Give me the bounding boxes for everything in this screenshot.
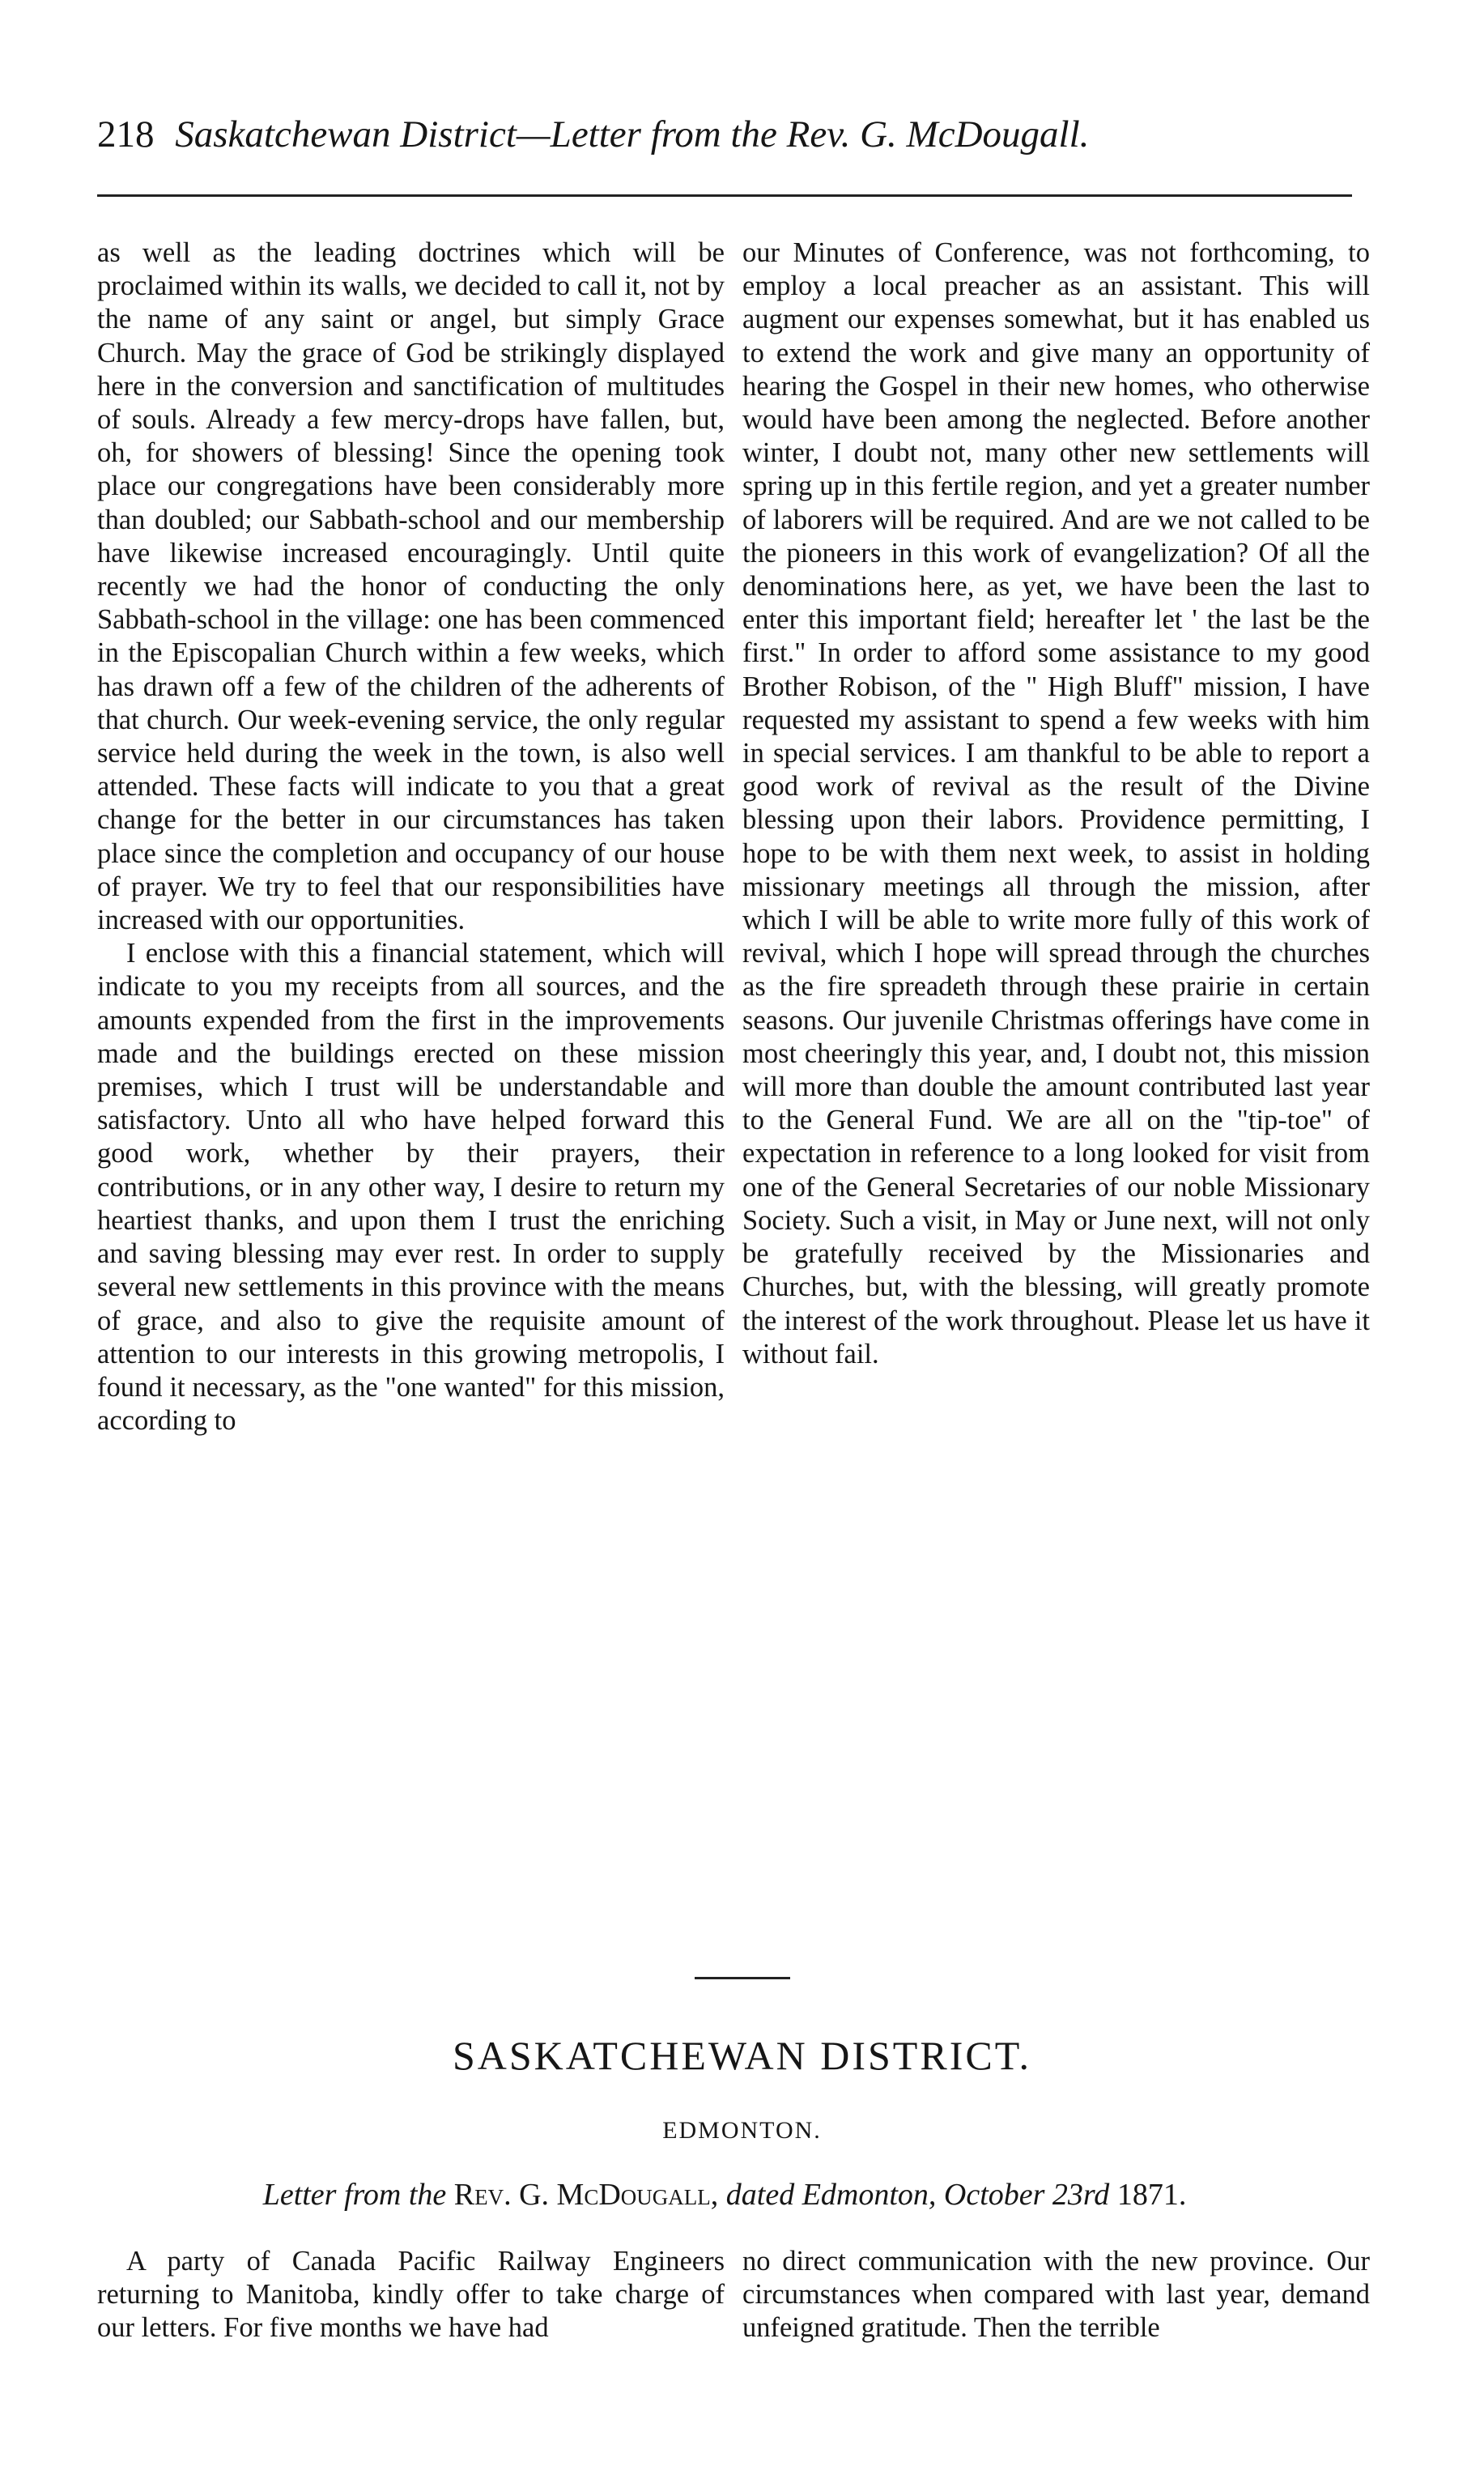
page-header <box>97 112 1352 157</box>
right-column <box>742 236 1370 1371</box>
section-place: EDMONTON. <box>662 2117 822 2144</box>
letter-dateline <box>97 2175 1352 2214</box>
right-paragraph-1: our Minutes of Conference, was not forthcoming, to employ a local preacher as an assistant. This will augment our expenses somewhat, but it has enabled us to extend the work and give many an opportunity of hearing the Gospel in their new homes, who otherwise would have been among the neglected. Before another winter, I doubt not, many other new settlements will spring up in this fertile region, and yet a greater number of laborers will be required. And are we not called to be the pioneers in this work of evangelization? Of all the denominations here, as yet, we have been the last to enter this important field; hereafter let ' the last be the first." In order to afford some assistance to my good Brother Robison, of the " High Bluff" mission, I have requested my assistant to spend a few weeks with him in special services. I am thankful to be able to report a good work of revival as the result of the Divine blessing upon their labors. Providence permitting, I hope to be with them next week, to assist in holding missionary meetings all through the mission, after which I will be able to write more fully of this work of revival, which I hope will spread through the churches as the fire spreadeth through these prairie in certain seasons. Our juvenile Christmas offerings have come in most cheeringly this year, and, I doubt not, this mission will more than double the amount contributed last year to the General Fund. We are all on the "tip-toe" of expectation in reference to a long looked for visit from one of the General Secretaries of our noble Missionary Society. Such a visit, in May or June next, will not only be gratefully received by the Missionaries and Churches, but, with the blessing, will greatly promote the interest of the work throughout. Please let us have it without fail. <box>742 237 1370 1369</box>
section-title: SASKATCHEWAN DISTRICT. <box>452 2033 1032 2078</box>
left-column <box>97 236 725 1438</box>
left-paragraph-2: I enclose with this a financial statement, which will indicate to you my receipts from all sources, and the amounts expended from the first in the improvements made and the buildings erected on these mission premises, which I trust will be understandable and satisfactory. Unto all who have helped forward this good work, whether by their prayers, their contributions, or in any other way, I desire to return my heartiest thanks, and upon them I trust the enriching and saving blessing may ever rest. In order to supply several new settlements in this province with the means of grace, and also to give the requisite amount of attention to our interests in this growing metropolis, I found it necessary, as the "one wanted" for this mission, according to <box>97 938 725 1437</box>
dateline-prefix: Letter from the <box>262 2178 447 2212</box>
bottom-left-paragraph: A party of Canada Pacific Railway Engineers returning to Manitoba, kindly offer to take charge of our letters. For five months we have had <box>97 2246 725 2344</box>
page-number: 218 <box>97 113 155 155</box>
bottom-left-column <box>97 2245 725 2345</box>
left-paragraph-1: as well as the leading doctrines which will be proclaimed within its walls, we decided to call it, not by the name of any saint or angel, but simply Grace Church. May the grace of God be strikingly displayed here in the conversion and sanctification of multitudes of souls. Already a few mercy-drops have fallen, but, oh, for showers of blessing! Since the opening took place our congregations have been considerably more than doubled; our Sabbath-school and our membership have likewise increased encouragingly. Until quite recently we had the honor of conducting the only Sabbath-school in the village: one has been commenced in the Episcopalian Church within a few weeks, which has drawn off a few of the children of the adherents of that church. Our week-evening service, the only regular service held during the week in the town, is also well attended. These facts will indicate to you that a great change for the better in our circumstances has taken place since the completion and occupancy of our house of prayer. We try to feel that our responsibilities have increased with our opportunities. <box>97 237 725 936</box>
running-title: Saskatchewan District—Letter from the Rev. G. McDougall. <box>175 113 1090 155</box>
header-rule <box>97 194 1352 197</box>
dateline-date: dated Edmonton, October 23rd <box>725 2178 1110 2212</box>
bottom-right-paragraph: no direct communication with the new province. Our circumstances when compared with last year, demand unfeigned gratitude. Then the terrible <box>742 2246 1370 2344</box>
dateline-year: 1871. <box>1116 2178 1187 2212</box>
dateline-author: Rev. G. McDougall, <box>453 2178 719 2212</box>
bottom-right-column <box>742 2245 1370 2345</box>
section-divider <box>695 1977 790 1979</box>
